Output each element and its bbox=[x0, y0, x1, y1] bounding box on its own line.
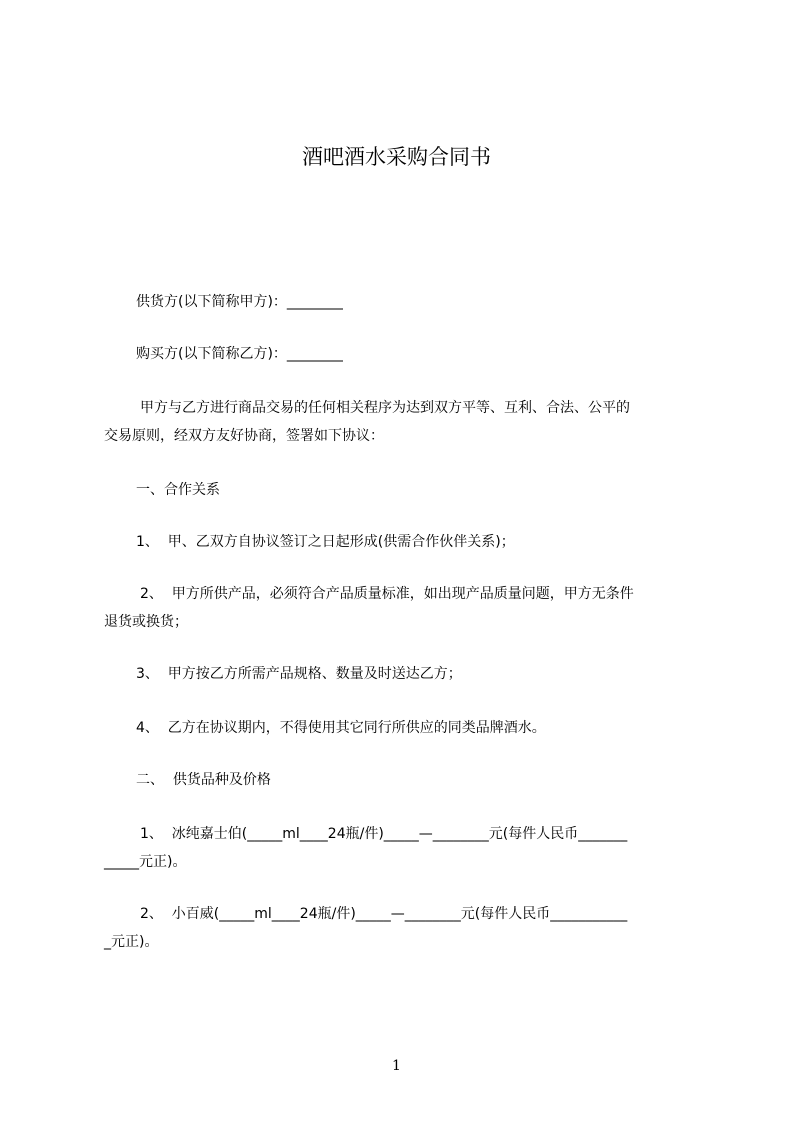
section1-heading: 一、合作关系 bbox=[136, 482, 220, 498]
document-title: 酒吧酒水采购合同书 bbox=[302, 145, 491, 169]
clause-1-1: 1、 甲、乙双方自协议签订之日起形成(供需合作伙伴关系)； bbox=[136, 534, 515, 550]
section2-heading: 二、 供货品种及价格 bbox=[136, 772, 271, 788]
supplier-line: 供货方(以下简称甲方)：________ bbox=[136, 294, 343, 310]
item-1-line1: 1、 冰纯嘉士伯(_____ml____24瓶/件)_____—________元(每件人民币_______ bbox=[140, 826, 628, 842]
item-2-line2: _元正)。 bbox=[104, 934, 159, 950]
item-1-line2: _____元正)。 bbox=[104, 854, 187, 870]
buyer-line: 购买方(以下简称乙方)：________ bbox=[136, 346, 343, 362]
page-number: 1 bbox=[392, 1058, 401, 1074]
intro-paragraph-line1: 甲方与乙方进行商品交易的任何相关程序为达到双方平等、互利、合法、公平的 bbox=[140, 400, 630, 416]
clause-1-3: 3、 甲方按乙方所需产品规格、数量及时送达乙方； bbox=[136, 666, 462, 682]
clause-1-2-line1: 2、 甲方所供产品，必须符合产品质量标准，如出现产品质量问题，甲方无条件 bbox=[140, 586, 634, 602]
intro-paragraph-line2: 交易原则，经双方友好协商，签署如下协议： bbox=[104, 428, 384, 444]
item-2-line1: 2、 小百威(_____ml____24瓶/件)_____—________元(每件人民币___________ bbox=[140, 906, 628, 922]
clause-1-2-line2: 退货或换货； bbox=[104, 614, 188, 630]
clause-1-4: 4、 乙方在协议期内，不得使用其它同行所供应的同类品牌酒水。 bbox=[136, 720, 546, 736]
